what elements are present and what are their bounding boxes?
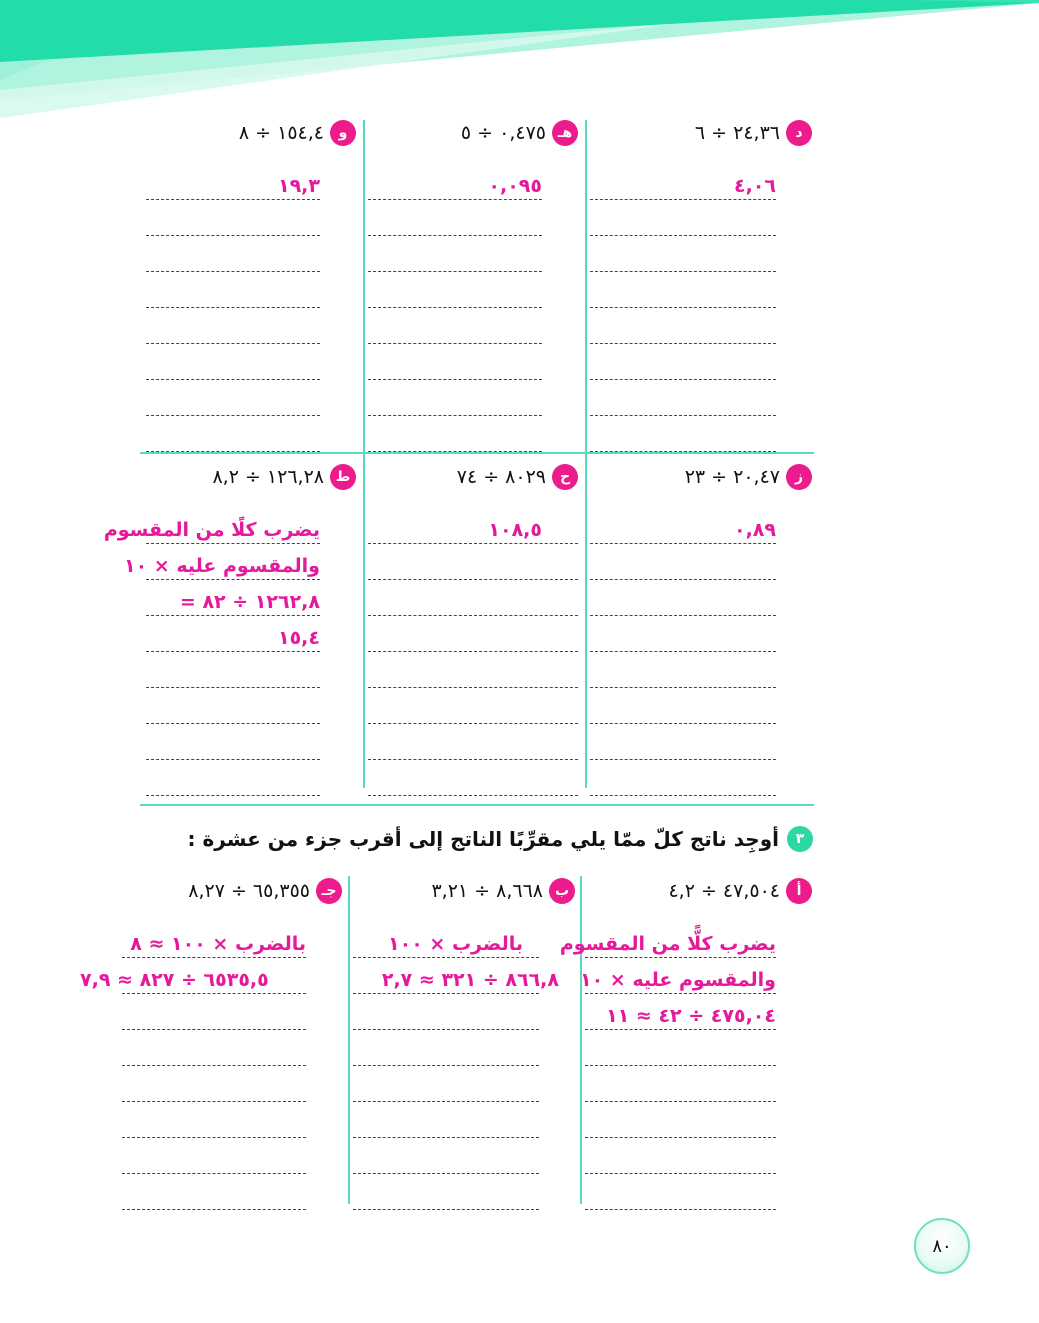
grid-divider [140, 452, 814, 454]
problem-expression: ١٢٦,٢٨ ÷ ٨,٢ [212, 466, 324, 488]
problem-badge: أ [786, 878, 812, 904]
grid-divider [363, 120, 365, 788]
problem-badge: د [786, 120, 812, 146]
answer-text: والمقسوم عليه × ١٠ [123, 555, 320, 577]
problem-cell-j [80, 878, 342, 1198]
question-3-text: أوجِد ناتج كلّ ممّا يلي مقرِّبًا الناتج إلى أقرب جزء من عشرة : [187, 827, 779, 851]
problem-expression: ٢٠,٤٧ ÷ ٢٣ [684, 466, 780, 488]
grid-divider [348, 876, 350, 1204]
answer-text: ١٢٦٢,٨ ÷ ٨٢ = [179, 591, 320, 613]
problem-badge: ح [552, 464, 578, 490]
answer-text: بالضرب × ١٠٠ [388, 933, 523, 955]
answer-text: والمقسوم عليه × ١٠ [579, 969, 776, 991]
problem-cell-d [590, 120, 812, 440]
answer-text: ١٥,٤ [277, 627, 320, 649]
problem-expression: ٤٧,٥٠٤ ÷ ٤,٢ [668, 880, 780, 902]
question-number-badge: ٣ [787, 826, 813, 852]
problem-badge: ط [330, 464, 356, 490]
problem-cell-t [103, 464, 356, 784]
problem-badge: ز [786, 464, 812, 490]
problem-badge: ب [549, 878, 575, 904]
answer-text: ٠,٨٩ [733, 519, 776, 541]
problem-badge: و [330, 120, 356, 146]
problem-expression: ٨,٦٦٨ ÷ ٣,٢١ [431, 880, 543, 902]
section-divider [140, 804, 814, 806]
answer-text: ٦٥٣٥,٥ ÷ ٨٢٧ ≈ ٧,٩ [80, 969, 269, 991]
grid-divider [580, 876, 582, 1204]
problem-expression: ٦٥,٣٥٥ ÷ ٨,٢٧ [188, 880, 310, 902]
problem-cell-hh [368, 464, 578, 784]
problem-expression: ٢٤,٣٦ ÷ ٦ [694, 122, 780, 144]
answer-text: ٤٧٥,٠٤ ÷ ٤٢ ≈ ١١ [606, 1005, 776, 1027]
problem-cell-w [146, 120, 356, 440]
problem-cell-a [559, 878, 812, 1198]
question-3-heading [188, 826, 813, 852]
answer-text: ١٩,٣ [277, 175, 320, 197]
answer-text: بالضرب × ١٠٠ ≈ ٨ [130, 933, 306, 955]
answer-text: يضرب كلًّا من المقسوم [559, 933, 776, 955]
answer-text: ٨٦٦,٨ ÷ ٣٢١ ≈ ٢,٧ [381, 969, 559, 991]
problem-expression: ٠,٤٧٥ ÷ ٥ [460, 122, 546, 144]
page-number: ٨٠ [914, 1218, 970, 1274]
header-banner [0, 0, 1039, 120]
problem-expression: ١٥٤,٤ ÷ ٨ [238, 122, 324, 144]
answer-text: ٤,٠٦ [733, 175, 776, 197]
answer-text: ٠,٠٩٥ [488, 175, 542, 197]
problem-expression: ٨٠٢٩ ÷ ٧٤ [456, 466, 546, 488]
problem-badge: هـ [552, 120, 578, 146]
problem-cell-z [590, 464, 812, 784]
answer-text: ١٠٨,٥ [488, 519, 542, 541]
problem-cell-h [368, 120, 578, 440]
problem-cell-b [353, 878, 575, 1198]
problem-badge: جـ [316, 878, 342, 904]
grid-divider [585, 120, 587, 788]
answer-text: يضرب كلًا من المقسوم [103, 519, 320, 541]
